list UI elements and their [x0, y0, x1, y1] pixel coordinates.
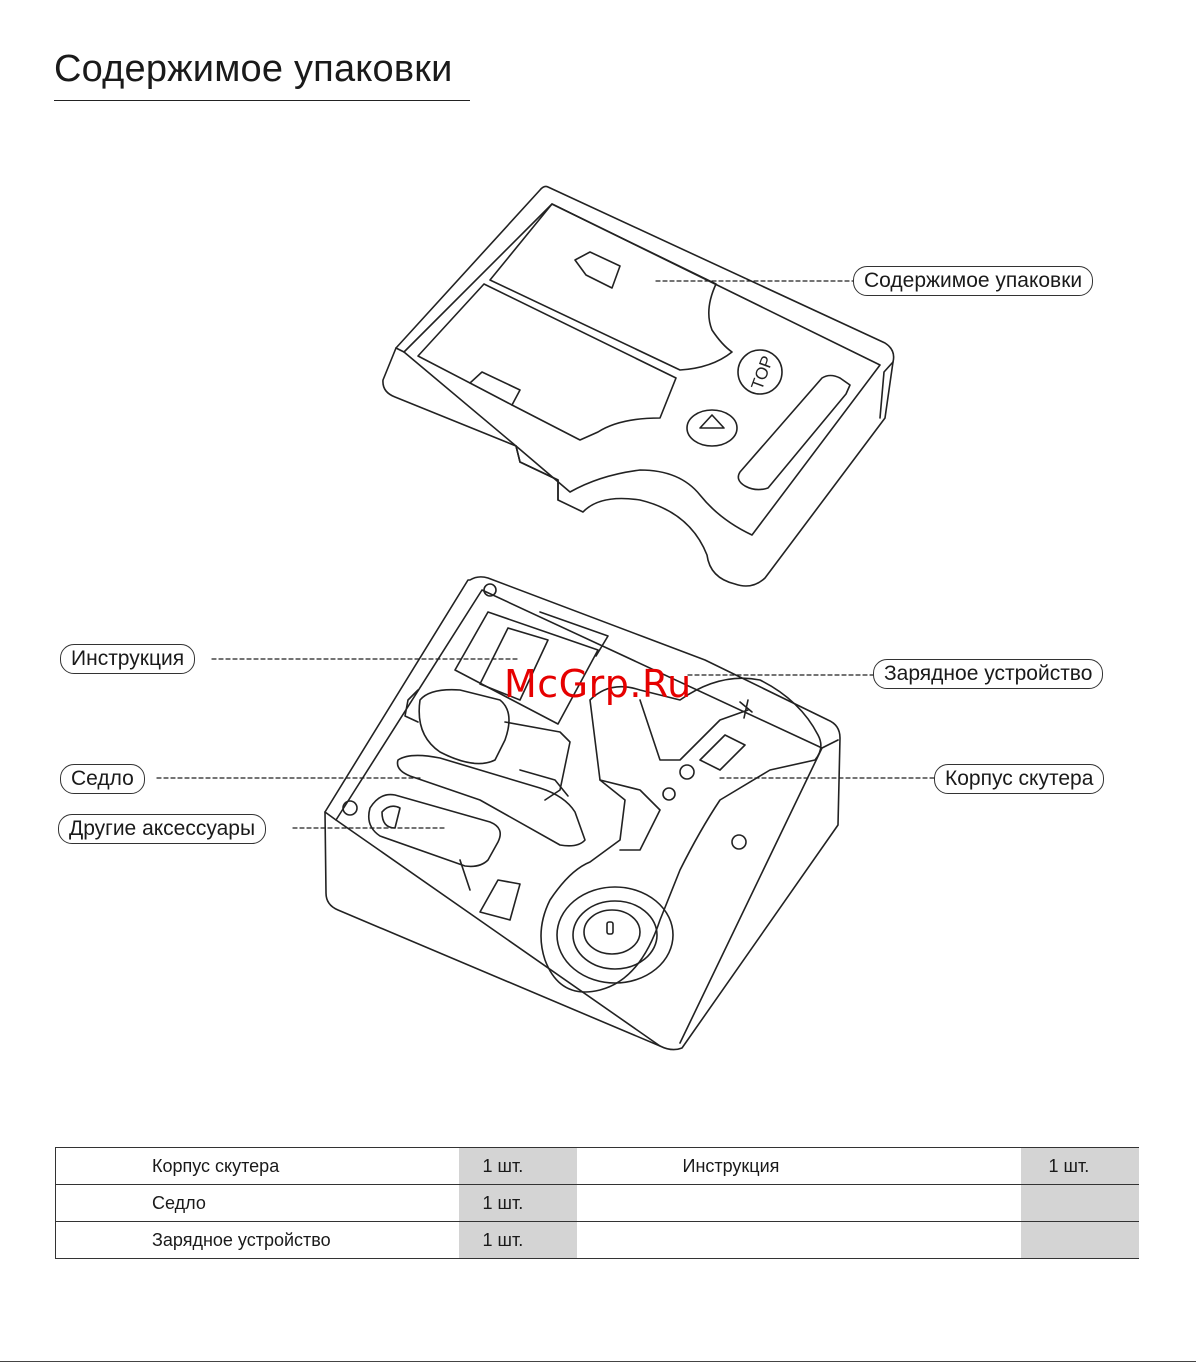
callout-charger: Зарядное устройство [873, 659, 1103, 689]
callout-seat: Седло [60, 764, 145, 794]
item-name: Седло [56, 1185, 459, 1222]
item-name: Инструкция [577, 1148, 1021, 1185]
callout-other-accessories: Другие аксессуары [58, 814, 266, 844]
table-row [56, 1222, 1139, 1259]
top-mark-text: TOP [747, 353, 778, 393]
callout-scooter-body: Корпус скутера [934, 764, 1104, 794]
item-name [577, 1185, 1021, 1222]
page-bottom-rule [0, 1361, 1196, 1362]
item-name: Корпус скутера [56, 1148, 459, 1185]
page-title: Содержимое упаковки [54, 48, 453, 90]
bottom-foam-tray [325, 577, 840, 1050]
watermark: McGrp.Ru [504, 662, 692, 706]
callout-manual: Инструкция [60, 644, 195, 674]
item-qty: 1 шт. [459, 1185, 577, 1222]
item-qty: 1 шт. [459, 1222, 577, 1259]
item-qty [1021, 1222, 1139, 1259]
table-row [56, 1148, 1139, 1185]
item-qty: 1 шт. [459, 1148, 577, 1185]
contents-table [55, 1147, 1139, 1259]
top-foam-tray [383, 186, 894, 586]
item-qty: 1 шт. [1021, 1148, 1139, 1185]
callout-packaging-contents: Содержимое упаковки [853, 266, 1093, 296]
item-name: Зарядное устройство [56, 1222, 459, 1259]
item-name [577, 1222, 1021, 1259]
table-row [56, 1185, 1139, 1222]
item-qty [1021, 1185, 1139, 1222]
